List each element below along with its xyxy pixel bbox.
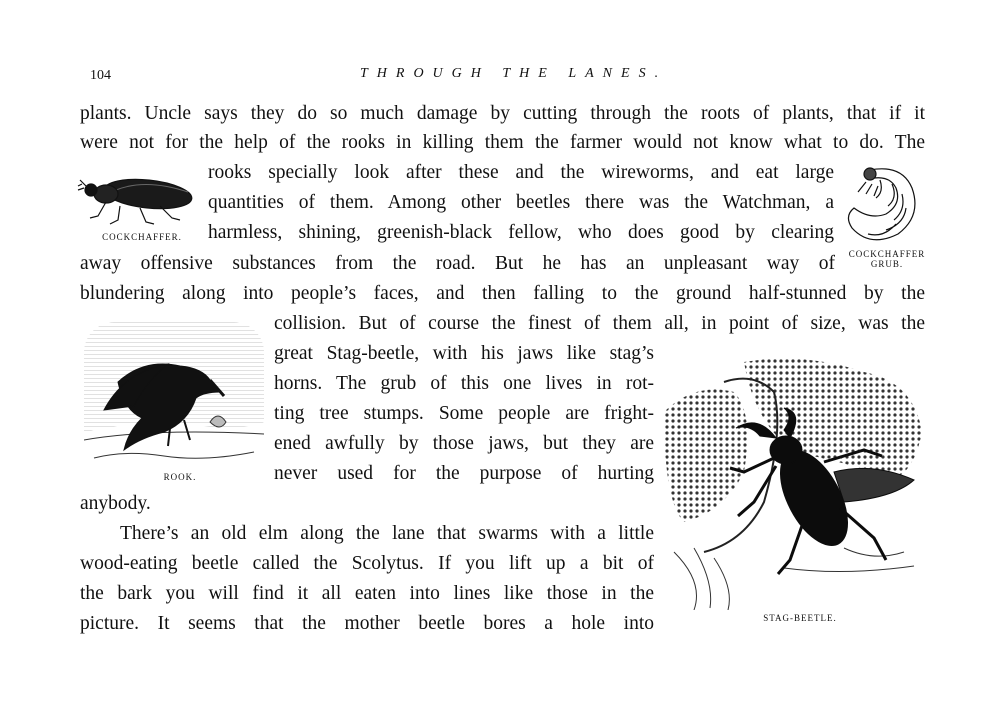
text-line-11: ting tree stumps. Some people are fright- xyxy=(274,404,654,424)
text-line-18: picture. It seems that the mother beetle bores a hole into xyxy=(80,614,654,634)
rook-illustration xyxy=(84,322,264,470)
text-line-4: quantities of them. Among other beetles there was the Watchman, a xyxy=(208,193,834,213)
stag-beetle-illustration xyxy=(664,352,926,610)
text-line-3: rooks specially look after these and the wireworms, and eat large xyxy=(208,163,834,183)
cockchaffer-caption: COCKCHAFFER. xyxy=(102,232,182,242)
grub-icon xyxy=(848,168,914,240)
running-head: THROUGH THE LANES. xyxy=(360,66,668,81)
text-line-9: great Stag-beetle, with his jaws like stag’s xyxy=(274,344,654,364)
text-line-12: ened awfully by those jaws, but they are xyxy=(274,434,654,454)
text-line-8: collision. But of course the finest of them all, in point of size, was the xyxy=(274,314,925,334)
grub-caption xyxy=(842,250,932,270)
text-line-10: horns. The grub of this one lives in rot- xyxy=(274,374,654,394)
text-line-13: never used for the purpose of hurting xyxy=(274,464,654,484)
text-line-5: harmless, shining, greenish-black fellow, who does good by clearing xyxy=(208,223,834,243)
grub-caption-line-2: GRUB. xyxy=(870,258,904,269)
grub-caption-line-1: COCKCHAFFER xyxy=(848,249,926,259)
text-line-17: the bark you will find it all eaten into lines like those in the xyxy=(80,584,654,604)
text-line-15: There’s an old elm along the lane that swarms with a little xyxy=(120,524,654,544)
cockchaffer-beetle-icon xyxy=(78,175,193,224)
cockchaffer-grub-illustration xyxy=(840,158,930,248)
text-line-1: plants. Uncle says they do so much damage by cutting through the roots of plants, that if it xyxy=(80,104,925,124)
text-line-6: away offensive substances from the road. But he has an unpleasant way of xyxy=(80,254,835,274)
text-line-7: blundering along into people’s faces, and then falling to the ground half-stunned by the xyxy=(80,284,925,304)
text-line-16: wood-eating beetle called the Scolytus. If you lift up a bit of xyxy=(80,554,654,574)
page-number: 104 xyxy=(90,68,111,83)
text-line-14: anybody. xyxy=(80,493,151,514)
rook-caption: ROOK. xyxy=(163,472,197,482)
text-line-2: were not for the help of the rooks in killing them the farmer would not know what to do. The xyxy=(80,133,925,153)
cockchaffer-illustration xyxy=(76,160,202,232)
stag-beetle-caption: STAG-BEETLE. xyxy=(763,613,837,623)
